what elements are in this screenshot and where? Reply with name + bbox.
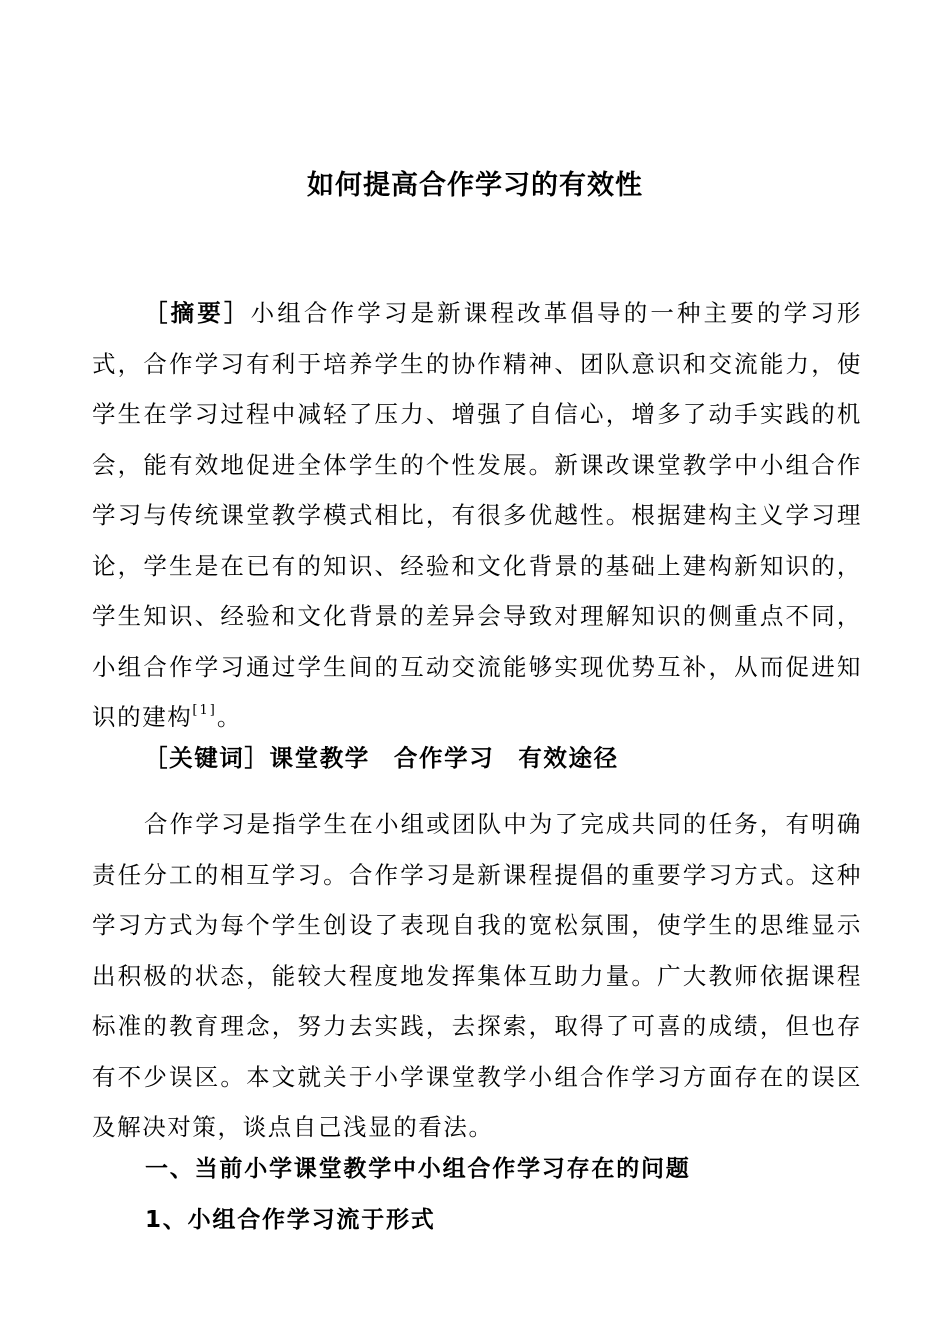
abstract-label: ［摘要］ bbox=[144, 299, 251, 327]
keywords-line bbox=[92, 733, 862, 784]
abstract-paragraph bbox=[92, 288, 862, 743]
body-paragraph: 合作学习是指学生在小组或团队中为了完成共同的任务，有明确责任分工的相互学习。合作学习是新课程提倡的重要学习方式。这种学习方式为每个学生创设了表现自我的宽松氛围，使学生的思维显示出积极的状态，能较大程度地发挥集体互助力量。广大教师依据课程标准的教育理念，努力去实践，去探索，取得了可喜的成绩，但也存有不少误区。本文就关于小学课堂教学小组合作学习方面存在的误区及解决对策，谈点自己浅显的看法。 bbox=[92, 810, 862, 1141]
keyword-1: 课堂教学 bbox=[269, 744, 370, 772]
keyword-3: 有效途径 bbox=[518, 744, 619, 772]
abstract-text: 小组合作学习是新课程改革倡导的一种主要的学习形式，合作学习有利于培养学生的协作精神、团队意识和交流能力，使学生在学习过程中减轻了压力、增强了自信心，增多了动手实践的机会，能有效地促进全体学生的个性发展。新课改课堂教学中小组合作学习与传统课堂教学模式相比，有很多优越性。根据建构主义学习理论，学生是在已有的知识、经验和文化背景的基础上建构新知识的，学生知识、经验和文化背景的差异会导致对理解知识的侧重点不同，小组合作学习通过学生间的互动交流能够实现优势互补，从而促进知识的建构 bbox=[92, 299, 862, 731]
keyword-2: 合作学习 bbox=[393, 744, 495, 772]
subsection-heading-1: 1、小组合作学习流于形式 bbox=[145, 1207, 436, 1233]
abstract-end-punctuation: 。 bbox=[216, 703, 242, 731]
keywords-label: ［关键词］ bbox=[144, 744, 270, 772]
document-title: 如何提高合作学习的有效性 bbox=[307, 170, 643, 201]
citation-reference: [1] bbox=[192, 703, 217, 718]
section-heading-1: 一、当前小学课堂教学中小组合作学习存在的问题 bbox=[145, 1156, 691, 1182]
